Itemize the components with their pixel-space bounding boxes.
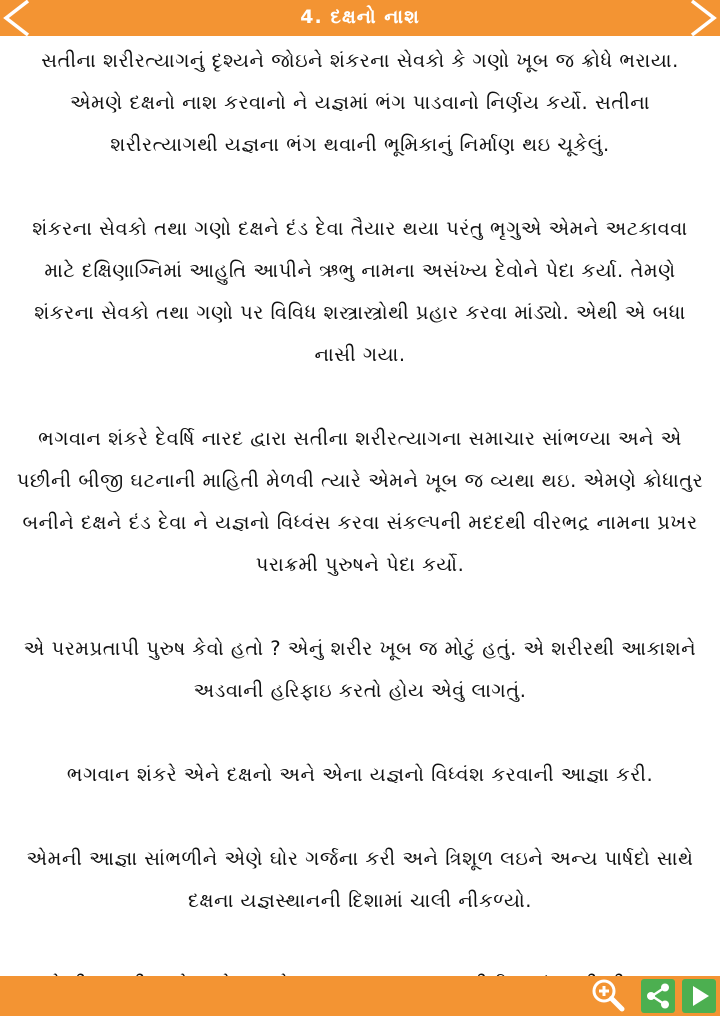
paragraph-spacer bbox=[14, 166, 706, 208]
paragraph: એમની આજ્ઞા સાંભળીને એણે ઘોર ગર્જના કરી અને ત્રિશૂળ લઇને અન્ય પાર્ષદો સાથે દક્ષના યજ્ઞસ્થાનની દિશામાં ચાલી નીકળ્યો. bbox=[26, 847, 694, 912]
zoom-button[interactable] bbox=[588, 976, 628, 1016]
paragraph: ભગવાન શંકરે એને દક્ષનો અને એના યજ્ઞનો વિધ્વંશ કરવાની આજ્ઞા કરી. bbox=[66, 763, 654, 786]
paragraph-spacer bbox=[14, 376, 706, 418]
paragraph-spacer bbox=[14, 712, 706, 754]
paragraph: એ પરમપ્રતાપી પુરુષ કેવો હતો ? એનું શરીર ખૂબ જ મોટું હતું. એ શરીરથી આકાશને અડવાની હરિફાઇ કરતો હોય એવું લાગતું. bbox=[23, 637, 697, 702]
next-chapter-button[interactable] bbox=[680, 0, 720, 36]
paragraph-spacer bbox=[14, 586, 706, 628]
page-title: 4. દક્ષનો નાશ bbox=[300, 6, 420, 28]
bottom-toolbar bbox=[0, 976, 720, 1016]
play-icon bbox=[680, 976, 720, 1016]
play-button[interactable] bbox=[680, 976, 720, 1016]
paragraph-spacer bbox=[14, 922, 706, 964]
paragraph: શંકરના સેવકો તથા ગણો દક્ષને દંડ દેવા તૈયાર થયા પરંતુ ભૃગુએ એમને અટકાવવા માટે દક્ષિણાગ્નિમાં આહુતિ આપીને ઋભુ નામના અસંખ્ય દેવોને પેદા કર્યા. તેમણે શંકરના સેવકો તથા ગણો પર વિવિધ શસ્ત્રાસ્ત્રોથી પ્રહાર કરવા માંડ્યો. એથી એ બધા નાસી ગયા. bbox=[32, 217, 688, 366]
paragraph: ભગવાન શંકરે દેવર્ષિ નારદ દ્વારા સતીના શરીરત્યાગના સમાચાર સાંભળ્યા અને એ પછીની બીજી ઘટનાની માહિતી મેળવી ત્યારે એમને ખૂબ જ વ્યથા થઇ. એમણે ક્રોધાતુર બનીને દક્ષને દંડ દેવા ને યજ્ઞનો વિધ્વંસ કરવા સંકલ્પની મદદથી વીરભદ્ર નામના પ્રખર પરાક્રમી પુરુષને પેદા કર્યો. bbox=[16, 427, 704, 576]
share-button[interactable] bbox=[638, 976, 678, 1016]
chevron-right-icon bbox=[680, 0, 720, 36]
paragraph: સતીના શરીરત્યાગનું દૃશ્યને જોઇને શંકરના સેવકો કે ગણો ખૂબ જ ક્રોધે ભરાયા. એમણે દક્ષનો નાશ કરવાનો ને યજ્ઞમાં ભંગ પાડવાનો નિર્ણય કર્યો. સતીના શરીરત્યાગથી યજ્ઞના ભંગ થવાની ભૂમિકાનું નિર્માણ થઇ ચૂકેલું. bbox=[41, 49, 679, 156]
share-icon bbox=[638, 976, 678, 1016]
article-content[interactable] bbox=[0, 40, 720, 976]
top-bar bbox=[0, 0, 720, 38]
paragraph-spacer bbox=[14, 796, 706, 838]
zoom-in-icon bbox=[588, 976, 628, 1016]
